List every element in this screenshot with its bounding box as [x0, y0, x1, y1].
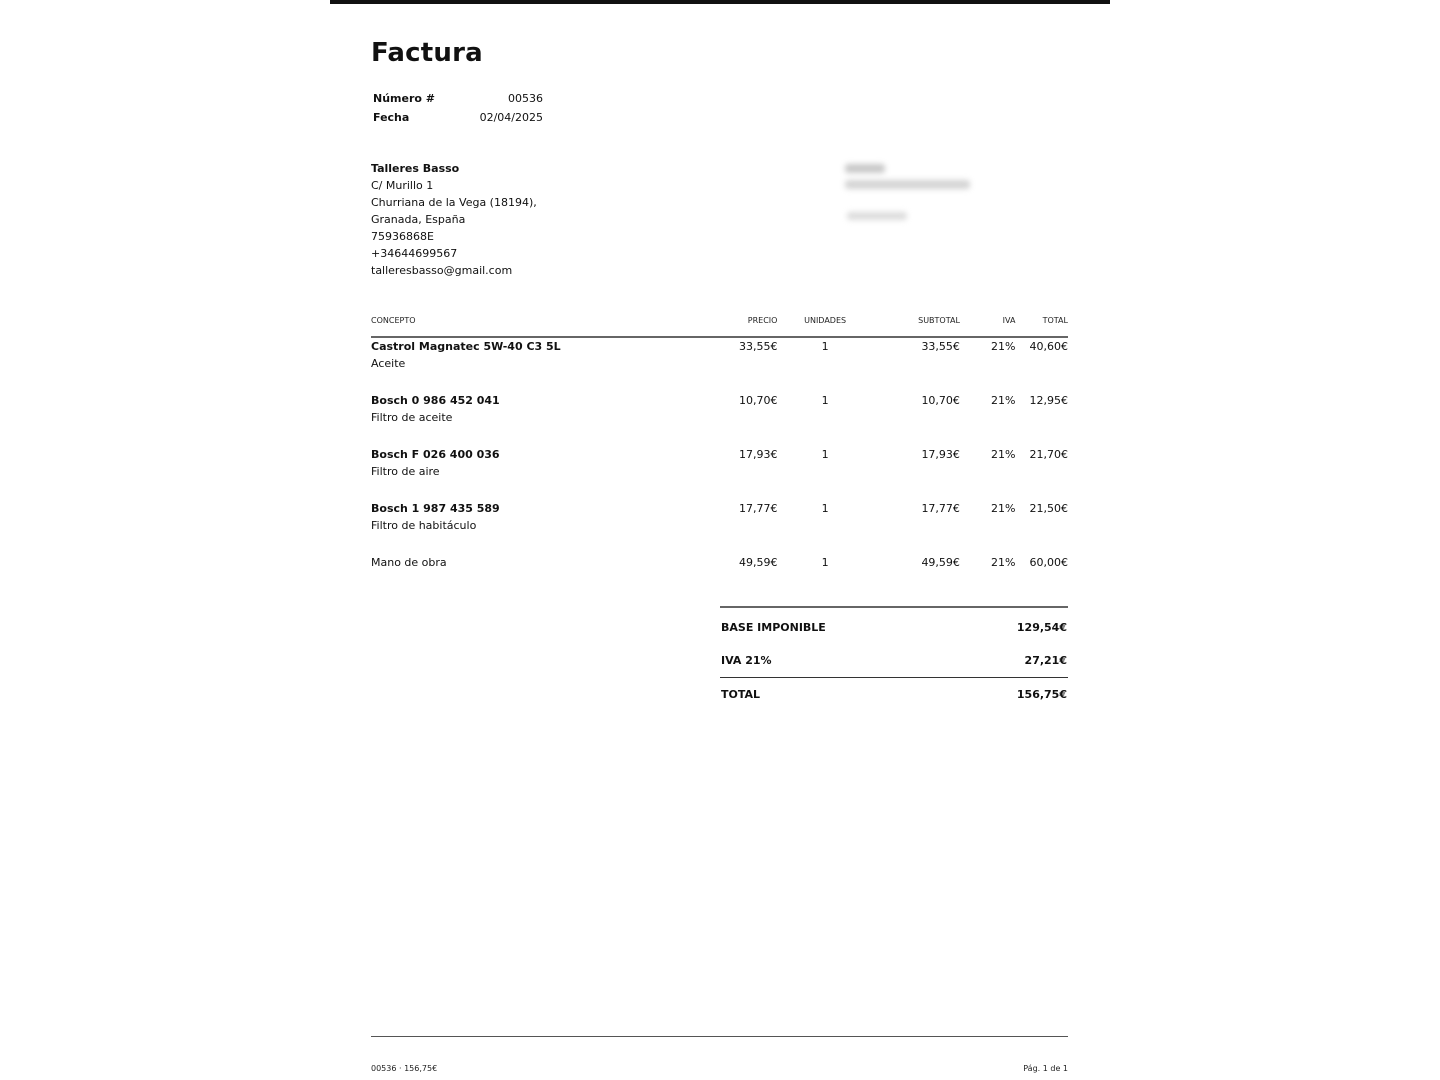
item-total: 60,00€ [1029, 556, 1068, 569]
table-row [371, 500, 1068, 554]
base-row [720, 611, 1068, 644]
item-description: Aceite [371, 357, 406, 370]
item-concept [371, 500, 728, 534]
base-value: 129,54€ [1016, 621, 1067, 634]
header-subtotal: SUBTOTAL [918, 315, 960, 325]
items-table [371, 310, 1068, 608]
item-subtotal: 17,93€ [921, 448, 960, 461]
header-iva: IVA [1002, 315, 1016, 325]
redacted-line [845, 180, 970, 189]
issuer-region: Granada, España [371, 213, 466, 226]
issuer-name: Talleres Basso [371, 162, 460, 175]
invoice-date-row [373, 108, 543, 127]
item-name: Castrol Magnatec 5W-40 C3 5L [371, 340, 561, 353]
item-total: 21,50€ [1029, 502, 1068, 515]
table-row [371, 392, 1068, 446]
item-iva: 21% [991, 556, 1016, 569]
base-label: BASE IMPONIBLE [721, 621, 826, 634]
invoice-number-label: Número # [373, 92, 435, 105]
header-price: PRECIO [747, 315, 778, 325]
item-concept [371, 338, 728, 372]
item-subtotal: 17,77€ [921, 502, 960, 515]
invoice-number: 00536 [508, 92, 543, 105]
item-iva: 21% [991, 502, 1016, 515]
item-units: 1 [821, 394, 829, 407]
issuer-city: Churriana de la Vega (18194), [371, 196, 537, 209]
table-row [371, 338, 1068, 392]
total-value: 156,75€ [1016, 688, 1067, 701]
item-total: 21,70€ [1029, 448, 1068, 461]
issuer-phone: +34644699567 [371, 247, 458, 260]
item-iva: 21% [991, 394, 1016, 407]
item-units: 1 [821, 340, 829, 353]
invoice-date: 02/04/2025 [479, 111, 543, 124]
footer-divider [371, 1036, 1068, 1037]
iva-value: 27,21€ [1024, 654, 1067, 667]
item-units: 1 [821, 448, 829, 461]
page-title: Factura [371, 38, 483, 68]
header-concept: CONCEPTO [371, 315, 416, 325]
item-total: 12,95€ [1029, 394, 1068, 407]
table-row [371, 446, 1068, 500]
item-name: Bosch F 026 400 036 [371, 448, 500, 461]
client-block-redacted [845, 160, 985, 230]
iva-label: IVA 21% [721, 654, 772, 667]
item-price: 17,93€ [738, 448, 778, 461]
divider [720, 606, 1068, 608]
header-total: TOTAL [1042, 315, 1068, 325]
footer-summary: 00536 · 156,75€ [371, 1064, 438, 1073]
iva-row [720, 644, 1068, 677]
item-description: Filtro de habitáculo [371, 519, 477, 532]
item-concept [371, 392, 728, 426]
total-row [720, 678, 1068, 711]
item-iva: 21% [991, 448, 1016, 461]
item-concept [371, 446, 728, 480]
invoice-meta [373, 89, 543, 127]
top-border [330, 0, 1110, 4]
item-units: 1 [821, 556, 829, 569]
items-table-header [371, 310, 1068, 338]
item-price: 49,59€ [738, 556, 778, 569]
item-subtotal: 33,55€ [921, 340, 960, 353]
issuer-email: talleresbasso@gmail.com [371, 264, 513, 277]
total-label: TOTAL [721, 688, 761, 701]
table-row [371, 554, 1068, 608]
invoice-date-label: Fecha [373, 111, 410, 124]
header-units: UNIDADES [804, 315, 847, 325]
item-description: Filtro de aire [371, 465, 440, 478]
totals-block [720, 606, 1068, 711]
item-total: 40,60€ [1029, 340, 1068, 353]
item-iva: 21% [991, 340, 1016, 353]
item-name: Bosch 1 987 435 589 [371, 502, 500, 515]
invoice-number-row [373, 89, 543, 108]
invoice-page [330, 0, 1110, 1080]
item-price: 17,77€ [738, 502, 778, 515]
item-description: Filtro de aceite [371, 411, 453, 424]
item-subtotal: 49,59€ [921, 556, 960, 569]
page-number: Pág. 1 de 1 [1023, 1064, 1068, 1073]
issuer-tax-id: 75936868E [371, 230, 434, 243]
item-name: Bosch 0 986 452 041 [371, 394, 500, 407]
item-price: 10,70€ [738, 394, 778, 407]
redacted-line [847, 212, 907, 220]
redacted-line [845, 164, 885, 173]
issuer-block [371, 160, 537, 279]
item-subtotal: 10,70€ [921, 394, 960, 407]
item-price: 33,55€ [738, 340, 778, 353]
item-units: 1 [821, 502, 829, 515]
issuer-address: C/ Murillo 1 [371, 179, 434, 192]
item-name: Mano de obra [371, 556, 447, 569]
